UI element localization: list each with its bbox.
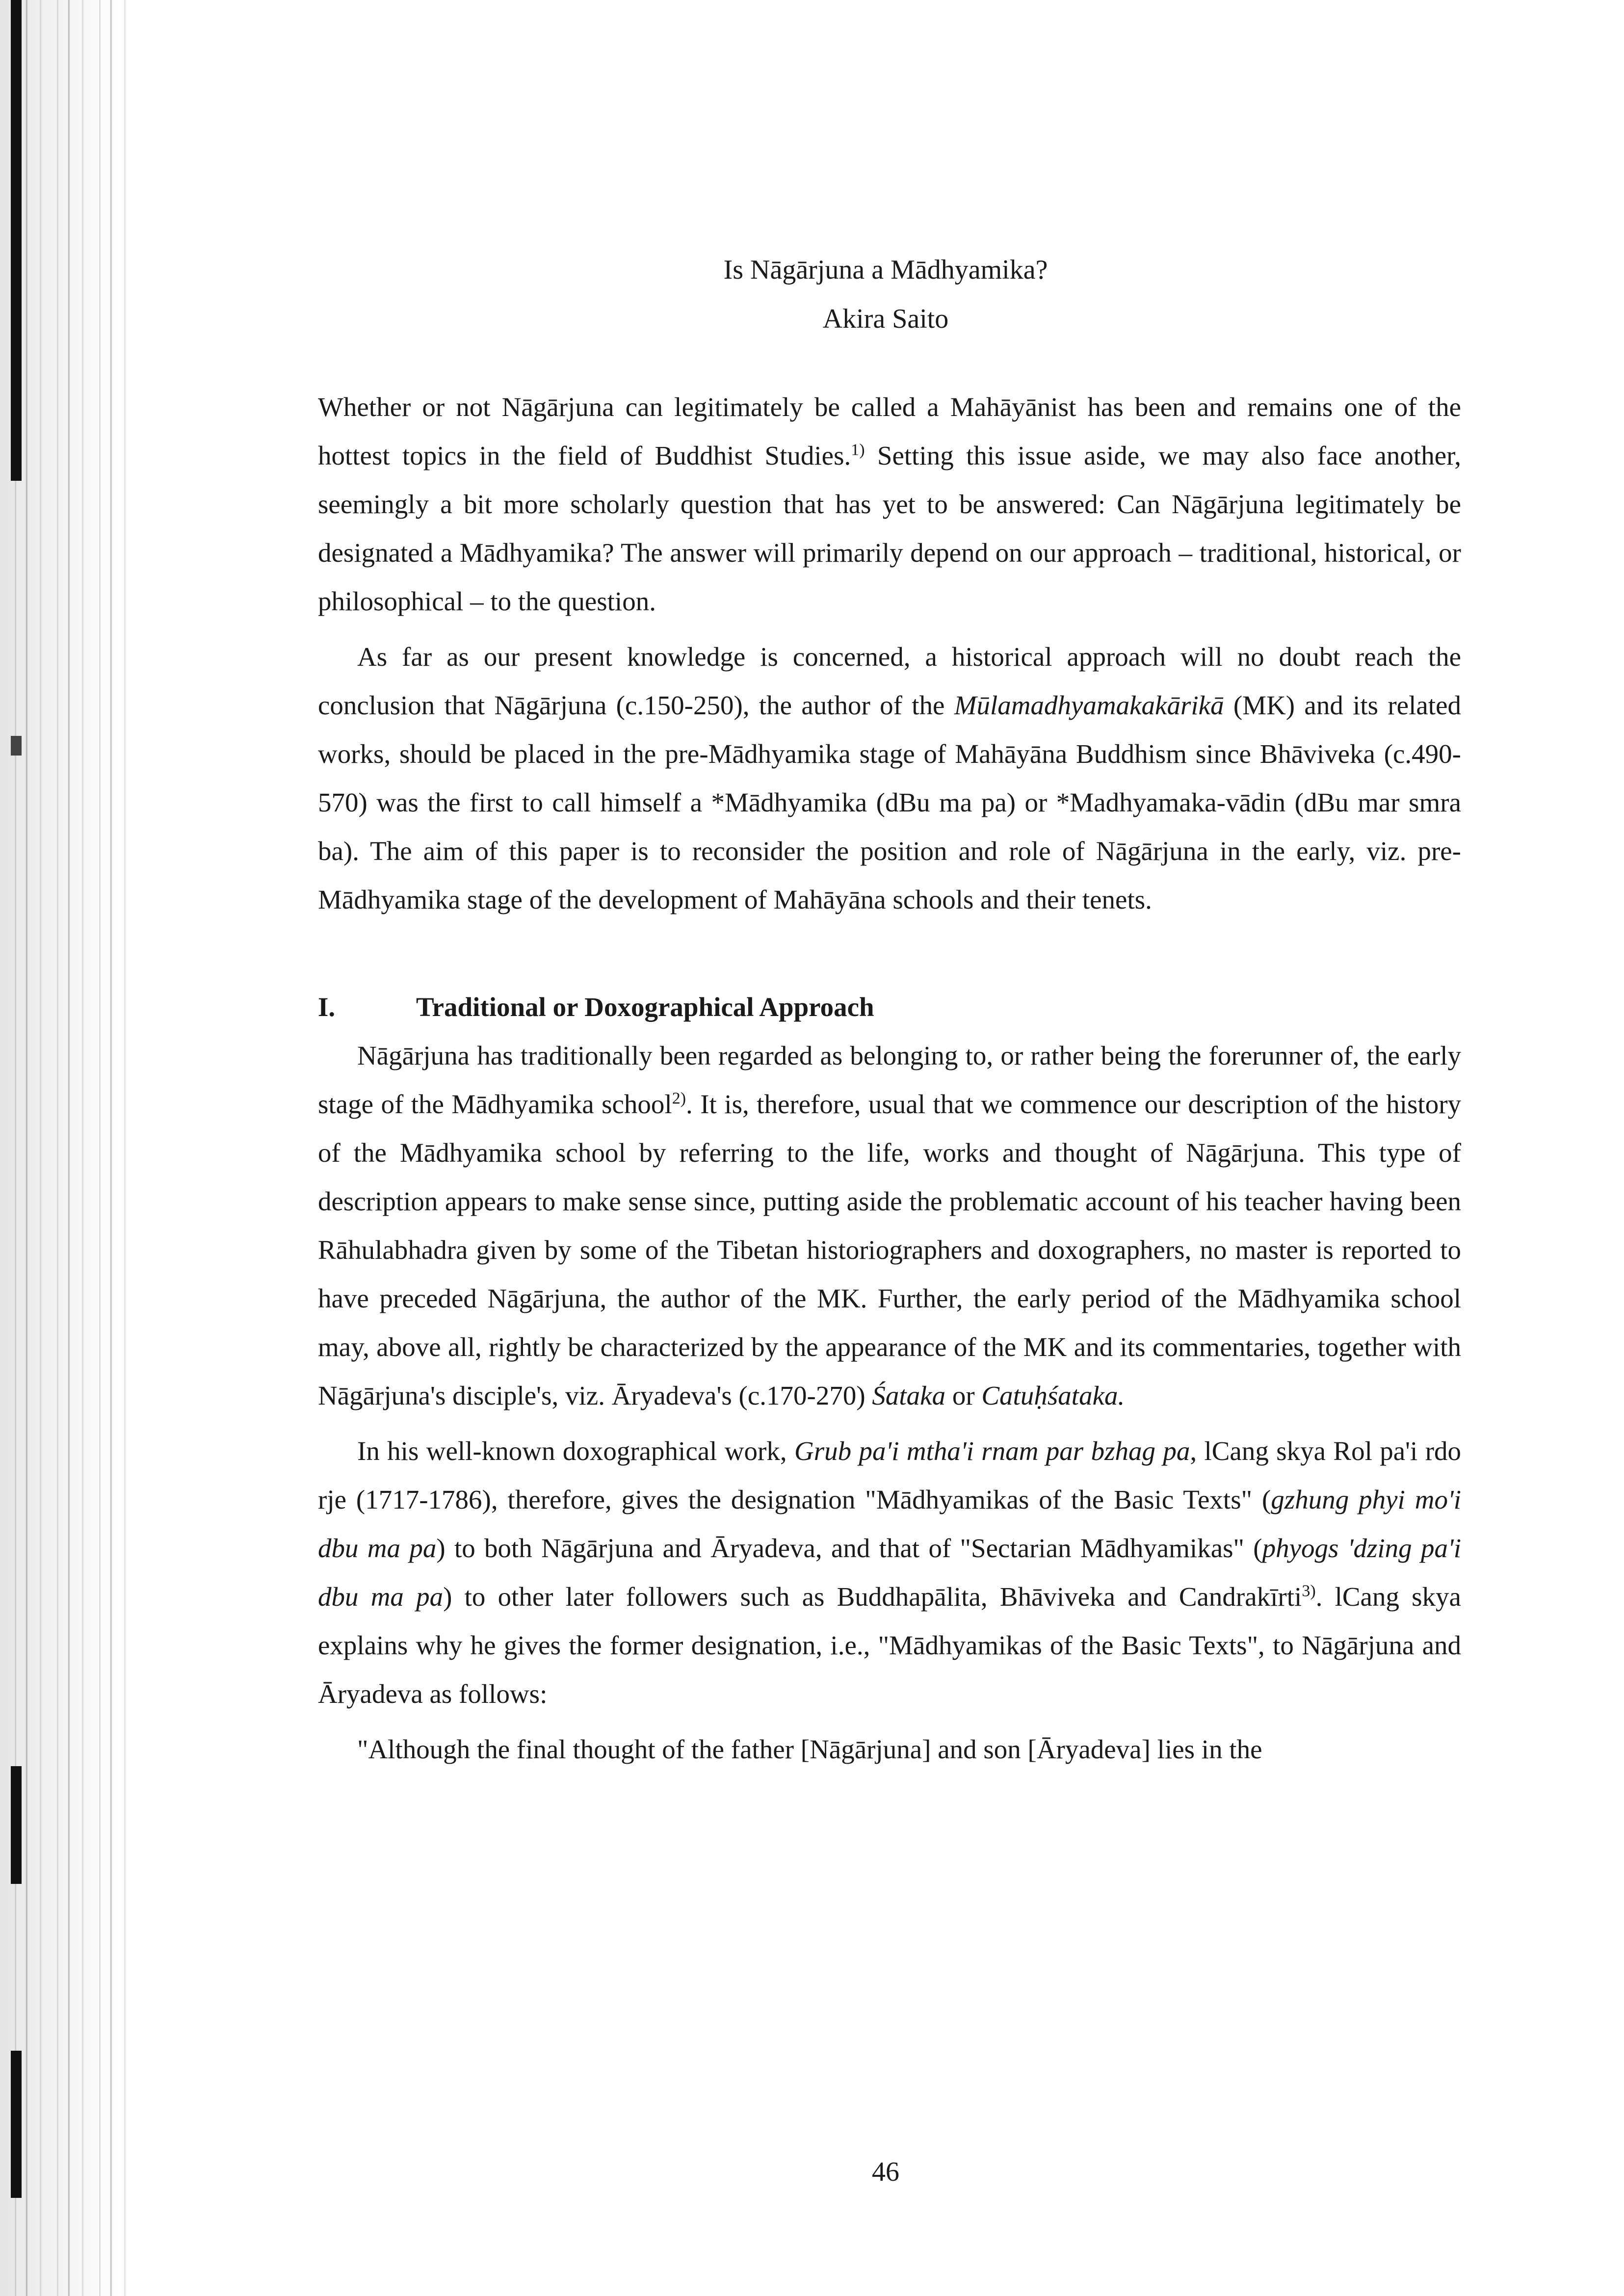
text-run: Nāgārjuna has traditionally been regarded as belonging to, or rather being the forerunner of, the early stage of the Mādhyamika school bbox=[318, 1041, 1461, 1119]
scan-binding-edge bbox=[0, 0, 128, 2296]
title-grub-pa: Grub pa'i mtha'i rnam par bzhag pa bbox=[794, 1436, 1190, 1466]
footnote-ref-3: 3) bbox=[1302, 1582, 1316, 1600]
text-run: (MK) and its related works, should be placed in the pre-Mādhyamika stage of Mahāyāna Buddhism since Bhāviveka (c.490-570) was the first to call himself a *Mādhyamika (dBu ma pa) or *Madhyamaka-vādin (dBu mar smra ba). The aim of this paper is to reconsider the position and role of Nāgārjuna in the early, viz. pre-Mādhyamika stage of the development of Mahāyāna schools and their tenets. bbox=[318, 690, 1461, 914]
text-run: . It is, therefore, usual that we commence our description of the history of the Mādhyamika school by referring to the life, works and thought of Nāgārjuna. This type of description appears to make sense since, putting aside the problematic account of his teacher having been Rāhulabhadra given by some of the Tibetan historiographers and doxographers, no master is reported to have preceded Nāgārjuna, the author of the MK. Further, the early period of the Mādhyamika school may, above all, rightly be characterized by the appearance of the MK and its commentaries, together with Nāgārjuna's disciple's, viz. Āryadeva's (c.170-270) bbox=[318, 1089, 1462, 1410]
title-sataka: Śataka bbox=[872, 1381, 946, 1410]
page-number-container bbox=[0, 2156, 1624, 2188]
section1-paragraph-2 bbox=[318, 1427, 1461, 1718]
paper-title: Is Nāgārjuna a Mādhyamika? bbox=[723, 255, 1048, 285]
scan-artifact bbox=[11, 1766, 22, 1884]
scan-artifact bbox=[11, 736, 22, 756]
page-number: 46 bbox=[872, 2157, 899, 2187]
footnote-ref-2: 2) bbox=[672, 1089, 686, 1108]
footnote-ref-1: 1) bbox=[851, 441, 865, 459]
section-heading bbox=[318, 983, 1461, 1031]
title-block bbox=[0, 245, 1624, 343]
text-run: As far as our present knowledge is concerned, a historical approach will no doubt reach the conclusion that Nāgārjuna (c.150-250), the author of the bbox=[318, 642, 1461, 720]
text-run: In his well-known doxographical work, bbox=[357, 1436, 794, 1466]
section-title: Traditional or Doxographical Approach bbox=[416, 992, 874, 1022]
text-run: or bbox=[945, 1381, 982, 1410]
title-mulamadhyamakakarika: Mūlamadhyamakakārikā bbox=[954, 690, 1224, 720]
title-catuhsataka: Catuḥśataka. bbox=[981, 1381, 1125, 1410]
paper-body bbox=[318, 383, 1461, 1774]
text-run: ) to other later followers such as Buddhapālita, Bhāviveka and Candrakīrti bbox=[443, 1582, 1302, 1612]
text-run: Whether or not Nāgārjuna can legitimately be called a Mahāyānist has been and remains one of the hottest topics in the field of Buddhist Studies. bbox=[318, 392, 1461, 470]
intro-paragraph-1 bbox=[318, 383, 1461, 626]
section1-paragraph-1 bbox=[318, 1031, 1461, 1420]
intro-paragraph-2 bbox=[318, 632, 1461, 924]
text-run: Setting this issue aside, we may also face another, seemingly a bit more scholarly question that has yet to be answered: Can Nāgārjuna legitimately be designated a Mādhyamika? The answer will primarily depend on our approach – traditional, historical, or philosophical – to the question. bbox=[318, 441, 1461, 616]
text-run: , lCang skya Rol pa'i rdo rje (1717-1786), therefore, gives the designation "Mādhyamikas of the Basic Texts" ( bbox=[318, 1436, 1462, 1514]
term-gzhung-phyi: gzhung phyi mo'i dbu ma pa bbox=[318, 1485, 1461, 1563]
section-number: I. bbox=[318, 992, 336, 1022]
text-run: . lCang skya explains why he gives the former designation, i.e., "Mādhyamikas of the Basic Texts", to Nāgārjuna and Āryadeva as follows: bbox=[318, 1582, 1461, 1709]
quotation-start: "Although the final thought of the father [Nāgārjuna] and son [Āryadeva] lies in the bbox=[357, 1734, 1262, 1764]
term-phyogs-dzing: phyogs 'dzing pa'i dbu ma pa bbox=[318, 1533, 1461, 1612]
scan-artifact bbox=[11, 0, 22, 481]
paper-author: Akira Saito bbox=[822, 304, 949, 334]
text-run: ) to both Nāgārjuna and Āryadeva, and that of "Sectarian Mādhyamikas" ( bbox=[436, 1533, 1262, 1563]
